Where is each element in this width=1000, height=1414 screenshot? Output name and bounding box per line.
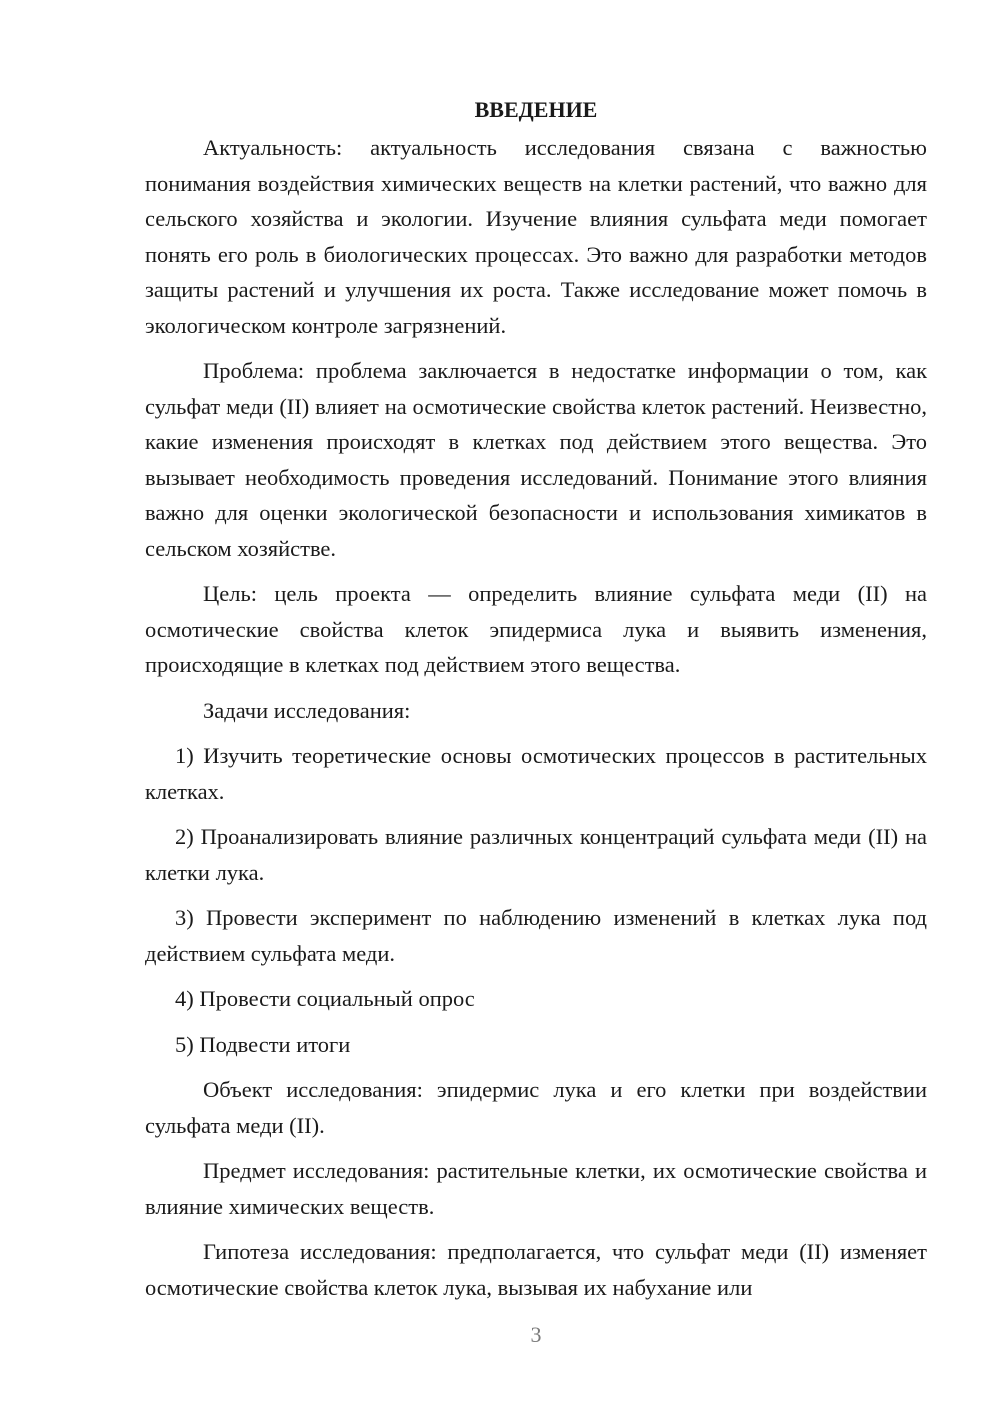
hypothesis-paragraph: Гипотеза исследования: предполагается, что сульфат меди (II) изменяет осмотические свойства клеток лука, вызывая их набухание или: [145, 1239, 927, 1300]
task-item: 2) Проанализировать влияние различных концентраций сульфата меди (II) на клетки лука.: [145, 824, 927, 885]
document-page: [145, 92, 927, 1315]
page-title: ВВЕДЕНИЕ: [474, 97, 598, 122]
task-item: 1) Изучить теоретические основы осмотических процессов в растительных клетках.: [145, 743, 927, 804]
page-number: 3: [530, 1322, 542, 1347]
relevance-paragraph: Актуальность: актуальность исследования связана с важностью понимания воздействия химических веществ на клетки растений, что важно для сельского хозяйства и экологии. Изучение влияния сульфата меди помогает понять его роль в биологических процессах. Это важно для разработки методов защиты растений и улучшения их роста. Также исследование может помочь в экологическом контроле загрязнений.: [145, 135, 927, 338]
task-item: 5) Подвести итоги: [175, 1031, 351, 1057]
task-item: 3) Провести эксперимент по наблюдению изменений в клетках лука под действием сульфата меди.: [145, 905, 927, 966]
problem-paragraph: Проблема: проблема заключается в недостатке информации о том, как сульфат меди (II) влияет на осмотические свойства клеток растений. Неизвестно, какие изменения происходят в клетках под действием этого вещества. Это вызывает необходимость проведения исследований. Понимание этого влияния важно для оценки экологической безопасности и использования химикатов в сельском хозяйстве.: [145, 358, 927, 561]
object-paragraph: Объект исследования: эпидермис лука и его клетки при воздействии сульфата меди (II).: [145, 1077, 927, 1138]
tasks-heading: Задачи исследования:: [203, 697, 411, 723]
subject-paragraph: Предмет исследования: растительные клетки, их осмотические свойства и влияние химических веществ.: [145, 1158, 927, 1219]
task-item: 4) Провести социальный опрос: [175, 986, 475, 1011]
goal-paragraph: Цель: цель проекта — определить влияние сульфата меди (II) на осмотические свойства клеток эпидермиса лука и выявить изменения, происходящие в клетках под действием этого вещества.: [145, 581, 927, 677]
